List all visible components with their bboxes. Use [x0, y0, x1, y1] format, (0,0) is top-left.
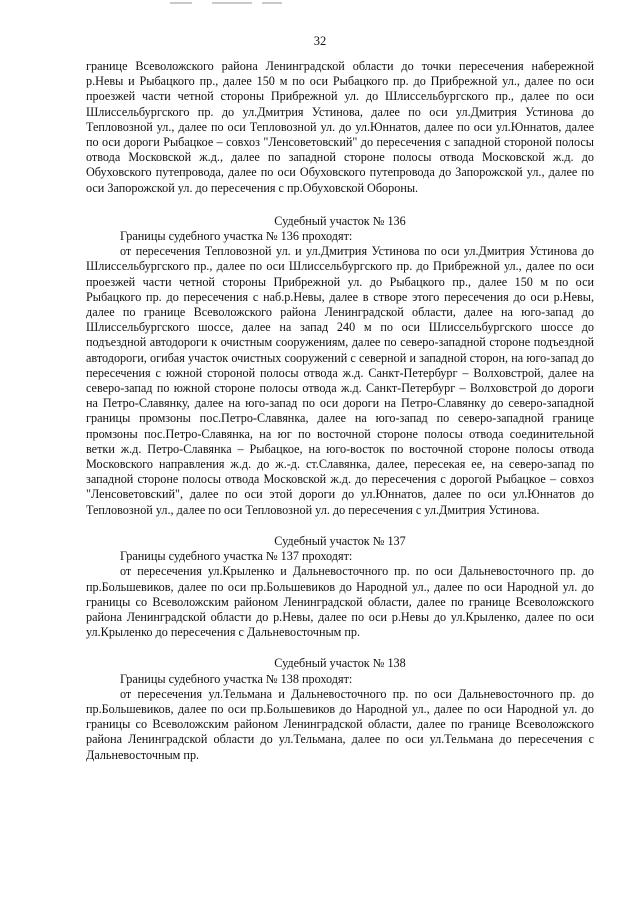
section-intro: Границы судебного участка № 138 проходят:: [120, 671, 353, 686]
section-137: [86, 534, 594, 640]
section-heading: Судебный участок № 138: [274, 656, 406, 671]
page-number: 32: [313, 34, 327, 48]
section-intro: Границы судебного участка № 137 проходят:: [120, 549, 353, 564]
scan-artifact: [262, 2, 282, 4]
section-136: [86, 214, 594, 518]
section-heading: Судебный участок № 136: [274, 213, 406, 228]
scan-artifact: [212, 2, 252, 4]
section-intro: Границы судебного участка № 136 проходят:: [120, 229, 353, 244]
section-heading: Судебный участок № 137: [274, 533, 406, 548]
section-text: от пересечения Тепловозной ул. и ул.Дмитрия Устинова по оси ул.Дмитрия Устинова до Шлиссельбургского пр., далее по оси Шлиссельбургского пр. до Прибрежной ул., далее по оси проезжей части четной стороны Прибрежной ул. до Рыбацкого пр., далее 150 м по оси Рыбацкого пр. до пересечения с наб.р.Невы, далее в створе этого пересечения до оси р.Невы, далее по границе Всеволожского района Ленинградской области, далее на юго-запад до Шлиссельбургского шоссе, далее на запад 240 м по оси Шлиссельбургского шоссе до подъездной автодороги к очистным сооружениям, далее по северо-западной стороне подъездной автодороги, огибая участок очистных сооружений с северной и западной сторон, на юго-запад до пересечения с южной стороной полосы отвода ж.д. Санкт-Петербург – Волховстрой, далее на северо-запад по южной стороне полосы отвода ж.д. Санкт-Петербург – Волховстрой до дороги на Петро-Славянку, далее на юго-запад по оси дороги на Петро-Славянку до северо-западной границы промзоны пос.Петро-Славянка, далее на юго-запад по северо-западной границе промзоны пос.Петро-Славянка, на юг по восточной стороне полосы отвода соединительной ветки ж.д. Петро-Славянка – Рыбацкое, на юго-восток по восточной стороне полосы отвода Московского направления ж.д. до ж.-д. ст.Славянка, далее, пересекая ее, на северо-запад по западной стороне полосы отвода Московской ж.д. до пересечения с дорогой Рыбацкое – совхоз "Ленсоветовский", далее по оси этой дороги до ул.Юннатов, далее по оси ул.Юннатов до Тепловозной ул., далее по оси Тепловозной ул. до пересечения с ул.Дмитрия Устинова.: [86, 244, 594, 517]
scan-artifact: [170, 2, 192, 4]
intro-paragraph: границе Всеволожского района Ленинградской области до точки пересечения набережной р.Невы и Рыбацкого пр., далее 150 м по оси Рыбацкого пр. до Прибрежной ул., далее по оси проезжей части четной стороны Прибрежной ул. до Шлиссельбургского пр., далее по оси Шлиссельбургского пр. до ул.Дмитрия Устинова, далее по оси ул.Дмитрия Устинова до Тепловозной ул., далее по оси Тепловозной ул. до ул.Юннатов, далее по оси ул.Юннатов, далее по оси дороги Рыбацкое – совхоз "Ленсоветовский" до пересечения с западной стороной полосы отвода Московской ж.д., далее по западной стороне полосы отвода Московской ж.д. до Обуховского путепровода, далее по оси Обуховского путепровода до Запорожской ул., далее по оси Запорожской ул. до пересечения с пр.Обуховской Обороны.: [86, 59, 594, 195]
section-text: от пересечения ул.Тельмана и Дальневосточного пр. по оси Дальневосточного пр. до пр.Большевиков, далее по оси пр.Большевиков до Народной ул., далее по оси Народной ул. до границы со Всеволожским районом Ленинградской области, далее по границе Всеволожского района Ленинградской области до ул.Тельмана, далее по оси ул.Тельмана до пересечения с Дальневосточным пр.: [86, 686, 594, 762]
document-body: [86, 59, 594, 763]
section-138: [86, 656, 594, 762]
section-text: от пересечения ул.Крыленко и Дальневосточного пр. по оси Дальневосточного пр. до пр.Большевиков, далее по оси пр.Большевиков до Народной ул., далее по оси Народной ул. до границы со Всеволожским районом Ленинградской области, далее по границе Всеволожского района Ленинградской области до р.Невы, далее по оси р.Невы до ул.Крыленко, далее по оси ул.Крыленко до пересечения с Дальневосточным пр.: [86, 564, 594, 640]
